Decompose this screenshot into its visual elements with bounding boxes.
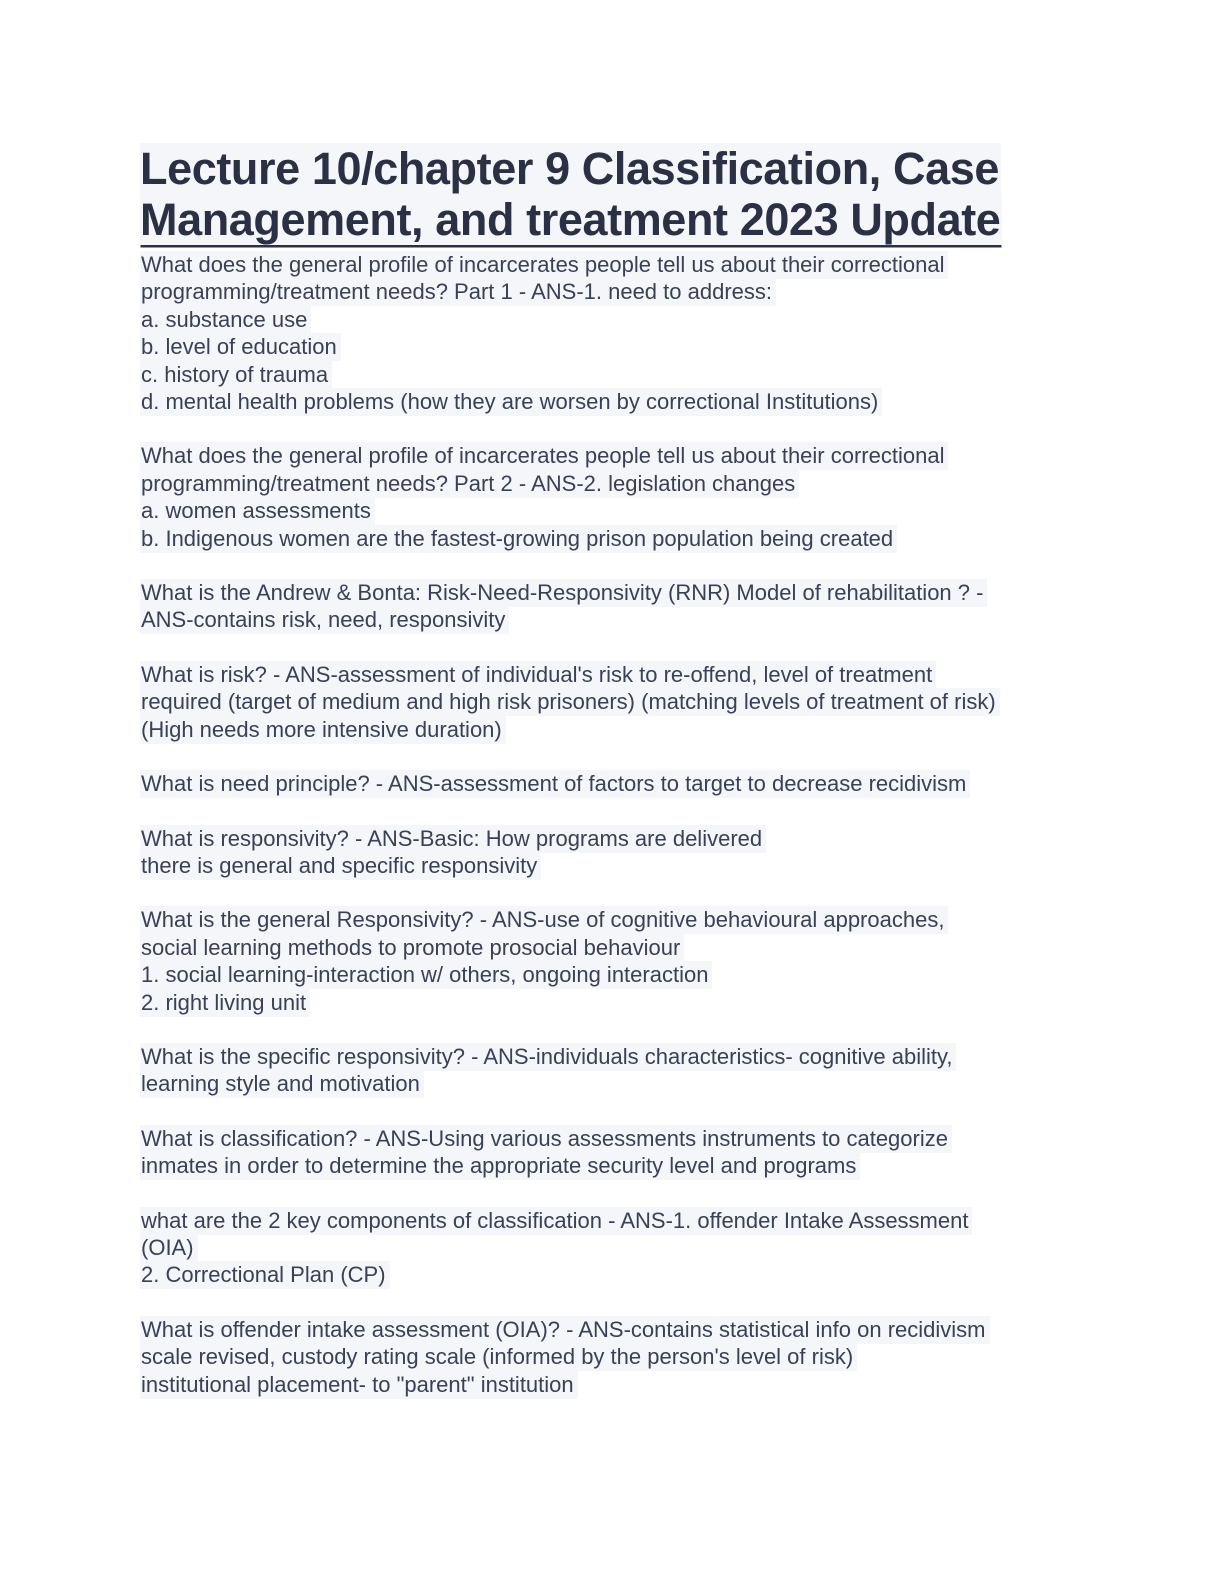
qa-line	[140, 688, 1084, 715]
highlighted-text: (High needs more intensive duration)	[140, 716, 506, 744]
qa-line	[140, 961, 1084, 988]
qa-block	[140, 1316, 1084, 1398]
qa-line	[140, 1070, 1084, 1097]
highlighted-text: (OIA)	[140, 1234, 198, 1262]
highlighted-text: a. women assessments	[140, 497, 375, 525]
qa-line	[140, 497, 1084, 524]
qa-block	[140, 661, 1084, 743]
qa-block	[140, 442, 1084, 552]
highlighted-text: c. history of trauma	[140, 361, 332, 389]
qa-line	[140, 716, 1084, 743]
qa-line	[140, 1234, 1084, 1261]
qa-block	[140, 825, 1084, 880]
highlighted-text: there is general and specific responsivity	[140, 852, 541, 880]
qa-line	[140, 278, 1084, 305]
highlighted-text: social learning methods to promote prosocial behaviour	[140, 934, 684, 962]
highlighted-text: learning style and motivation	[140, 1070, 424, 1098]
highlighted-text: 2. right living unit	[140, 989, 310, 1017]
highlighted-text: b. Indigenous women are the fastest-growing prison population being created	[140, 525, 897, 553]
qa-line	[140, 661, 1084, 688]
highlighted-text: programming/treatment needs? Part 2 - ANS-2. legislation changes	[140, 470, 799, 498]
highlighted-text: What does the general profile of incarcerates people tell us about their correctional	[140, 442, 948, 470]
qa-line	[140, 934, 1084, 961]
qa-line	[140, 525, 1084, 552]
qa-line	[140, 1371, 1084, 1398]
page-title-line-1: Lecture 10/chapter 9 Classification, Case	[140, 143, 999, 194]
qa-line	[140, 306, 1084, 333]
highlighted-text: inmates in order to determine the appropriate security level and programs	[140, 1152, 860, 1180]
qa-line	[140, 1043, 1084, 1070]
qa-line	[140, 606, 1084, 633]
page-title-line-2: Management, and treatment 2023 Update	[140, 194, 1001, 245]
qa-block	[140, 906, 1084, 1016]
qa-line	[140, 1316, 1084, 1343]
highlighted-text: required (target of medium and high risk prisoners) (matching levels of treatment of risk)	[140, 688, 1000, 716]
highlighted-text: d. mental health problems (how they are worsen by correctional Institutions)	[140, 388, 882, 416]
qa-line	[140, 361, 1084, 388]
qa-line	[140, 251, 1084, 278]
highlighted-text: What is risk? - ANS-assessment of individual's risk to re-offend, level of treatment	[140, 661, 936, 689]
document-body	[140, 251, 1084, 1398]
qa-line	[140, 442, 1084, 469]
qa-line	[140, 333, 1084, 360]
highlighted-text: what are the 2 key components of classification - ANS-1. offender Intake Assessment	[140, 1207, 972, 1235]
highlighted-text: What does the general profile of incarcerates people tell us about their correctional	[140, 251, 948, 279]
qa-line	[140, 579, 1084, 606]
page-title	[140, 143, 1084, 245]
highlighted-text: ANS-contains risk, need, responsivity	[140, 606, 509, 634]
qa-block	[140, 1043, 1084, 1098]
highlighted-text: What is need principle? - ANS-assessment of factors to target to decrease recidivism	[140, 770, 970, 798]
highlighted-text: 1. social learning-interaction w/ others, ongoing interaction	[140, 961, 712, 989]
highlighted-text: a. substance use	[140, 306, 311, 334]
highlighted-text: What is the Andrew & Bonta: Risk-Need-Responsivity (RNR) Model of rehabilitation ? -	[140, 579, 987, 607]
qa-line	[140, 1125, 1084, 1152]
qa-line	[140, 388, 1084, 415]
qa-line	[140, 1152, 1084, 1179]
highlighted-text: 2. Correctional Plan (CP)	[140, 1261, 390, 1289]
qa-block	[140, 770, 1084, 797]
qa-block	[140, 579, 1084, 634]
highlighted-text: What is the specific responsivity? - ANS-individuals characteristics- cognitive ability,	[140, 1043, 956, 1071]
highlighted-text: scale revised, custody rating scale (informed by the person's level of risk)	[140, 1343, 857, 1371]
qa-line	[140, 1261, 1084, 1288]
qa-line	[140, 825, 1084, 852]
qa-line	[140, 852, 1084, 879]
qa-line	[140, 470, 1084, 497]
qa-line	[140, 770, 1084, 797]
highlighted-text: What is responsivity? - ANS-Basic: How programs are delivered	[140, 825, 766, 853]
qa-line	[140, 906, 1084, 933]
qa-line	[140, 1343, 1084, 1370]
qa-line	[140, 1207, 1084, 1234]
highlighted-text: What is offender intake assessment (OIA)? - ANS-contains statistical info on recidivism	[140, 1316, 990, 1344]
highlighted-text: programming/treatment needs? Part 1 - ANS-1. need to address:	[140, 278, 776, 306]
highlighted-text: b. level of education	[140, 333, 341, 361]
qa-line	[140, 989, 1084, 1016]
highlighted-text: What is the general Responsivity? - ANS-use of cognitive behavioural approaches,	[140, 906, 948, 934]
qa-block	[140, 1207, 1084, 1289]
qa-block	[140, 1125, 1084, 1180]
qa-block	[140, 251, 1084, 415]
highlighted-text: institutional placement- to "parent" institution	[140, 1371, 578, 1399]
highlighted-text: What is classification? - ANS-Using various assessments instruments to categorize	[140, 1125, 952, 1153]
